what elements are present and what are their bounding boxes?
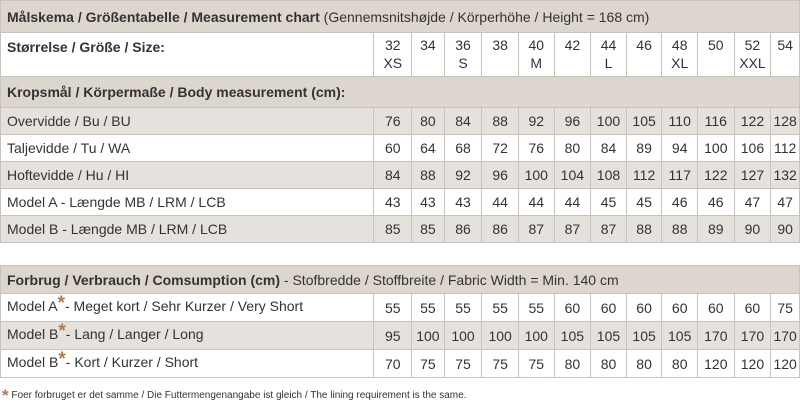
value-cell: 170 [698,322,735,350]
size-number: 44 [600,37,617,53]
row-label: Model B - Længde MB / LRM / LCB [1,216,374,243]
row-label: Taljevidde / Tu / WA [1,135,374,162]
consumption-rows [1,294,800,378]
table-row [1,162,800,189]
value-cell: 80 [554,135,591,162]
value-cell: 70 [374,350,412,378]
size-cell [734,33,771,77]
size-code: XL [671,55,689,71]
value-cell: 80 [412,108,445,135]
value-cell: 100 [482,322,519,350]
value-cell: 89 [626,135,662,162]
value-cell: 47 [734,189,771,216]
size-cell [626,33,662,77]
value-cell: 45 [626,189,662,216]
asterisk-icon: * [57,293,65,314]
value-cell: 87 [591,216,627,243]
value-cell: 88 [662,216,698,243]
value-cell: 84 [591,135,627,162]
value-cell: 75 [771,294,800,322]
size-cell [374,33,412,77]
size-number: 32 [385,37,401,53]
value-cell: 100 [444,322,482,350]
value-cell: 92 [518,108,554,135]
value-cell: 60 [374,135,412,162]
value-cell: 122 [698,162,735,189]
value-cell: 47 [771,189,800,216]
size-cell [591,33,627,77]
asterisk-icon: * [58,349,66,370]
footnote [2,385,466,405]
value-cell: 128 [771,108,800,135]
consumption-chart-title [1,266,800,294]
size-number: 42 [564,37,581,53]
value-cell: 88 [412,162,445,189]
value-cell: 55 [482,294,519,322]
value-cell: 108 [591,162,627,189]
consumption-chart-title-main: Forbrug / Verbrauch / Comsumption (cm) [7,271,281,288]
value-cell: 122 [734,108,771,135]
value-cell: 86 [482,216,519,243]
value-cell: 117 [662,162,698,189]
value-cell: 44 [518,189,554,216]
table-row [1,216,800,243]
value-cell: 120 [734,350,771,378]
size-cell [412,33,445,77]
row-label: Hoftevidde / Hu / HI [1,162,374,189]
size-number: 50 [708,37,724,53]
value-cell: 100 [698,135,735,162]
size-code: XS [383,55,403,71]
value-cell: 88 [626,216,662,243]
value-cell: 43 [444,189,482,216]
value-cell: 96 [554,108,591,135]
value-cell: 60 [591,294,627,322]
model-name: Model B [7,353,59,370]
value-cell: 75 [482,350,519,378]
size-cell [444,33,482,77]
value-cell: 55 [412,294,445,322]
value-cell: 116 [698,108,735,135]
model-description: - Meget kort / Sehr Kurzer / Very Short [65,297,304,314]
value-cell: 76 [518,135,554,162]
value-cell: 132 [771,162,800,189]
value-cell: 94 [662,135,698,162]
model-name: Model B [7,325,59,342]
footnote-text: Foer forbruget er det samme / Die Futtermengenangabe ist gleich / The lining requirement is the same. [11,390,467,401]
value-cell: 127 [734,162,771,189]
value-cell: 105 [626,322,662,350]
value-cell: 80 [591,350,627,378]
value-cell: 92 [444,162,482,189]
table-row [1,350,800,378]
measurement-chart-title-note: (Gennemsnitshøjde / Körperhöhe / Height = 168 cm) [319,8,650,25]
value-cell: 112 [626,162,662,189]
size-cell [518,33,554,77]
size-code: XXL [739,55,766,71]
value-cell: 64 [412,135,445,162]
size-number: 46 [636,37,652,53]
row-label [1,322,374,350]
measurement-chart-title [1,1,800,33]
asterisk-icon: * [2,386,9,405]
row-label [1,294,374,322]
value-cell: 120 [698,350,735,378]
row-label: Model A - Længde MB / LRM / LCB [1,189,374,216]
value-cell: 80 [662,350,698,378]
value-cell: 72 [482,135,519,162]
value-cell: 75 [412,350,445,378]
value-cell: 96 [482,162,519,189]
asterisk-icon: * [58,321,66,342]
model-name: Model A [7,297,58,314]
value-cell: 44 [554,189,591,216]
value-cell: 60 [554,294,591,322]
value-cell: 85 [412,216,445,243]
value-cell: 100 [518,322,554,350]
table-row [1,189,800,216]
value-cell: 100 [591,108,627,135]
size-label: Størrelse / Größe / Size: [7,39,165,55]
value-cell: 60 [734,294,771,322]
size-code: M [530,55,543,71]
value-cell: 45 [591,189,627,216]
value-cell: 46 [662,189,698,216]
consumption-chart-title-note: - Stofbredde / Stoffbreite / Fabric Width = Min. 140 cm [280,271,619,288]
size-label-cell [1,33,374,77]
consumption-table [0,265,800,378]
value-cell: 46 [698,189,735,216]
value-cell: 86 [444,216,482,243]
size-number: 38 [492,37,508,53]
model-description: - Kort / Kurzer / Short [65,353,199,370]
model-description: - Lang / Langer / Long [65,325,204,342]
size-number: 54 [777,37,793,53]
value-cell: 43 [412,189,445,216]
value-cell: 120 [771,350,800,378]
value-cell: 84 [444,108,482,135]
size-row [1,33,800,77]
value-cell: 105 [626,108,662,135]
value-cell: 44 [482,189,519,216]
value-cell: 106 [734,135,771,162]
value-cell: 76 [374,108,412,135]
value-cell: 84 [374,162,412,189]
table-row [1,135,800,162]
table-row [1,108,800,135]
value-cell: 75 [518,350,554,378]
measurement-chart-title-main: Målskema / Größentabelle / Measurement chart [7,8,320,25]
value-cell: 95 [374,322,412,350]
body-measurement-rows [1,108,800,243]
value-cell: 104 [554,162,591,189]
value-cell: 55 [518,294,554,322]
size-cell [482,33,519,77]
value-cell: 55 [374,294,412,322]
row-label: Overvidde / Bu / BU [1,108,374,135]
value-cell: 80 [554,350,591,378]
value-cell: 170 [771,322,800,350]
value-cell: 90 [734,216,771,243]
size-number: 52 [744,37,761,53]
value-cell: 89 [698,216,735,243]
value-cell: 100 [412,322,445,350]
value-cell: 43 [374,189,412,216]
body-measurement-header [1,77,800,108]
value-cell: 100 [518,162,554,189]
value-cell: 110 [662,108,698,135]
value-cell: 112 [771,135,800,162]
value-cell: 75 [444,350,482,378]
value-cell: 90 [771,216,800,243]
size-code: S [458,55,468,71]
value-cell: 105 [591,322,627,350]
value-cell: 87 [518,216,554,243]
value-cell: 105 [554,322,591,350]
table-row [1,322,800,350]
size-cell [662,33,698,77]
value-cell: 60 [626,294,662,322]
row-label [1,350,374,378]
value-cell: 60 [698,294,735,322]
size-cell [771,33,800,77]
value-cell: 60 [662,294,698,322]
value-cell: 87 [554,216,591,243]
size-number: 34 [420,37,436,53]
size-code: L [604,55,613,71]
body-measurement-title: Kropsmål / Körpermaße / Body measurement (cm): [7,84,346,100]
value-cell: 80 [626,350,662,378]
value-cell: 88 [482,108,519,135]
size-cell [554,33,591,77]
value-cell: 55 [444,294,482,322]
value-cell: 170 [734,322,771,350]
size-number: 48 [671,37,688,53]
size-number: 36 [455,37,471,53]
size-cell [698,33,735,77]
value-cell: 85 [374,216,412,243]
size-number: 40 [528,37,545,53]
value-cell: 105 [662,322,698,350]
table-row [1,294,800,322]
value-cell: 68 [444,135,482,162]
